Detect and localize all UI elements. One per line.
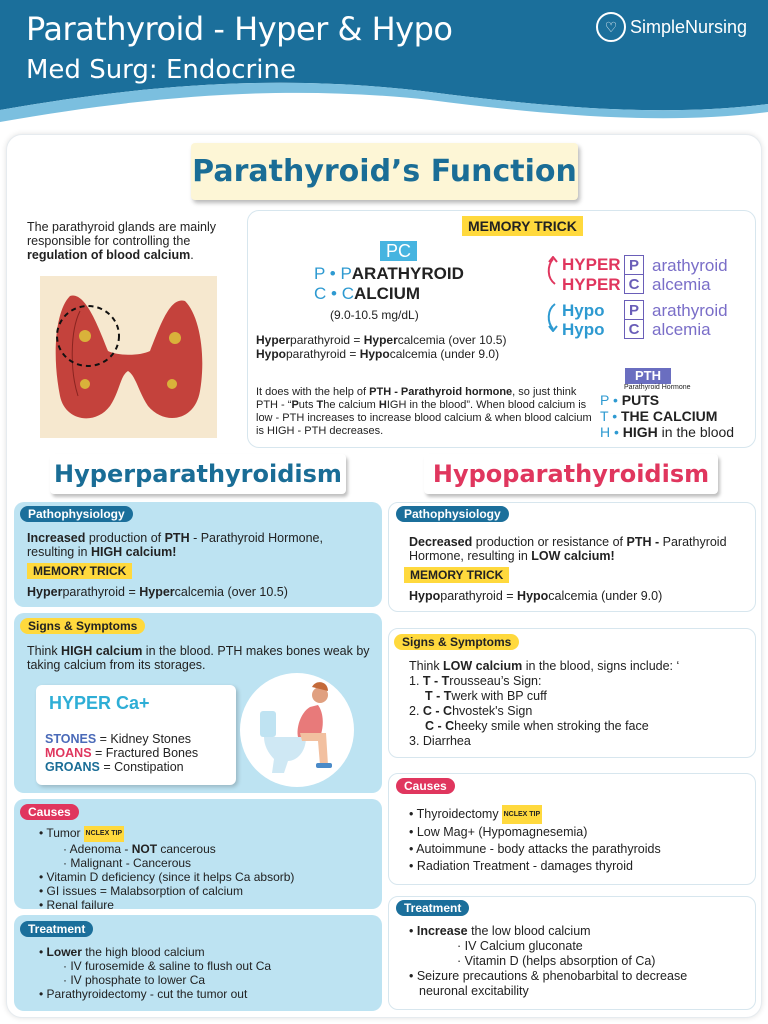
hyper-memory-label: MEMORY TRICK [27,563,132,579]
tx-furosemide: · IV furosemide & saline to flush out Ca [63,959,272,973]
tx-vitd: · Vitamin D (helps absorption of Ca) [457,954,656,968]
tx-gluconate: · IV Calcium gluconate [457,939,583,953]
hyper-treatment-label: Treatment [20,921,93,937]
cause-adenoma: · Adenoma - NOT cancerous [63,842,216,856]
pc-badge: PC [380,241,417,261]
nclex-tip-badge: NCLEX TIP [502,805,543,824]
p-box-2: P [624,300,644,320]
hyper-word-2: HYPER [562,275,621,294]
hyper-signs-label: Signs & Symptoms [20,618,145,634]
pth-high: H • HIGH in the blood [600,424,735,440]
thyroid-illustration [40,276,217,438]
hypo-rule: Hypoparathyroid = Hypocalcemia (under 9.0) [256,347,500,361]
calcium-range: (9.0-10.5 mg/dL) [330,308,419,322]
pth-explanation: It does with the help of PTH - Parathyroid hormone, so just think PTH - “Puts The calcium HIGH in the blood”. When blood calcium is low - PTH increases to increase blood calcium & when blood calcium is HIGH - PTH decreases. [256,386,592,437]
hyper-causes-list [27,826,372,912]
cause-renal: • Renal failure [39,898,114,912]
hypo-treatment-list [409,924,749,999]
header-banner [0,0,768,140]
hypo-word-1: Hypo [562,301,605,320]
tx-seizure-cont: neuronal excitability [419,984,529,998]
hypo-causes-list [409,805,749,875]
hyper-causes-label: Causes [20,804,79,820]
toilet-illustration [240,673,354,787]
toilet-person-icon [240,673,354,787]
hypo-patho-label: Pathophysiology [396,506,509,522]
brand-name: SimpleNursing [630,16,748,37]
signs-intro: Think LOW calcium in the blood, signs include: ‘ [409,659,680,673]
hyper-ca-title: HYPER Ca+ [49,693,150,713]
hyper-title: Hyperparathyroidism [50,454,346,494]
hyper-patho-label: Pathophysiology [20,506,133,522]
cause-vitd: • Vitamin D deficiency (since it helps Ca absorb) [39,870,295,884]
heart-icon: ♡ [596,12,626,42]
cause-gi: • GI issues = Malabsorption of calcium [39,884,243,898]
tx-phosphate: · IV phosphate to lower Ca [63,973,206,987]
tx-lower: • Lower the high blood calcium [39,945,205,959]
cause-lowmag: • Low Mag+ (Hypomagnesemia) [409,825,588,839]
arathyroid-1: arathyroid [652,256,728,275]
hypo-causes-label: Causes [396,778,455,794]
cause-thyroidectomy: • Thyroidectomy NCLEX TIP [409,805,749,824]
nclex-tip-badge: NCLEX TIP [84,826,125,842]
hyper-memory-text: Hyperparathyroid = Hypercalcemia (over 10.5) [27,585,288,599]
sign-diarrhea: 3. Diarrhea [409,734,471,748]
sign-twerk: T - Twerk with BP cuff [425,689,547,703]
sign-cheeky: C - Cheeky smile when stroking the face [425,719,649,733]
hypo-word-2: Hypo [562,320,605,339]
alcemia-1: alcemia [652,275,711,294]
pth-sub: Parathyroid Hormone [624,384,691,391]
hypo-treatment-label: Treatment [396,900,469,916]
hyper-signs-text: Think HIGH calcium in the blood. PTH makes bones weak by taking calcium from its storages. [27,644,370,672]
cause-malignant: · Malignant - Cancerous [63,856,192,870]
arathyroid-2: arathyroid [652,301,728,320]
stones-line: STONES = Kidney Stones [45,732,192,746]
hyper-ca-box [36,685,236,785]
pc-calcium: C • CALCIUM [314,284,421,303]
tx-increase: • Increase the low blood calcium [409,924,591,938]
page-subtitle: Med Surg: Endocrine [26,55,296,85]
cause-tumor: • Tumor NCLEX TIP [39,826,123,841]
hyper-rule: Hyperparathyroid = Hypercalcemia (over 10.5) [256,333,507,347]
c-box-1: C [624,274,644,294]
hypo-memory-label: MEMORY TRICK [404,567,509,583]
tx-seizure: • Seizure precautions & phenobarbital to decrease [409,969,688,983]
sign-trousseau: 1. T - Trousseau’s Sign: [409,674,542,688]
thyroid-gland-icon [40,276,217,438]
hypo-patho-text: Decreased production or resistance of PTH - Parathyroid Hormone, resulting in LOW calcium! [409,535,727,563]
hypo-signs-list [409,659,749,749]
tx-parathyroidectomy: • Parathyroidectomy - cut the tumor out [39,987,248,1001]
intro-text: The parathyroid glands are mainly responsible for controlling the regulation of blood calcium. [27,220,216,262]
pth-badge: PTH [625,368,671,384]
alcemia-2: alcemia [652,320,711,339]
hyper-treatment-list [27,945,372,1001]
p-box-1: P [624,255,644,275]
pc-parathyroid: P • PARATHYROID [314,264,464,283]
arrow-down-icon [543,302,559,332]
hyper-patho-text: Increased production of PTH - Parathyroid Hormone, resulting in HIGH calcium! [27,531,323,559]
hypo-title: Hypoparathyroidism [424,454,718,494]
cause-radiation: • Radiation Treatment - damages thyroid [409,859,633,873]
function-title: Parathyroid’s Function [191,143,578,200]
c-box-2: C [624,319,644,339]
hyper-word-1: HYPER [562,255,621,274]
page-title: Parathyroid - Hyper & Hypo [26,10,453,48]
moans-line: MOANS = Fractured Bones [45,746,199,760]
pth-the: T • THE CALCIUM [600,408,718,424]
sign-chvostek: 2. C - Chvostek's Sign [409,704,533,718]
pth-puts: P • PUTS [600,392,660,408]
groans-line: GROANS = Constipation [45,760,184,774]
arrow-up-icon [543,256,559,286]
brand-logo[interactable] [596,12,747,42]
memory-trick-label: MEMORY TRICK [462,216,583,236]
cause-autoimmune: • Autoimmune - body attacks the parathyroids [409,842,661,856]
hypo-memory-text: Hypoparathyroid = Hypocalcemia (under 9.0) [409,589,663,603]
hypo-signs-label: Signs & Symptoms [394,634,519,650]
